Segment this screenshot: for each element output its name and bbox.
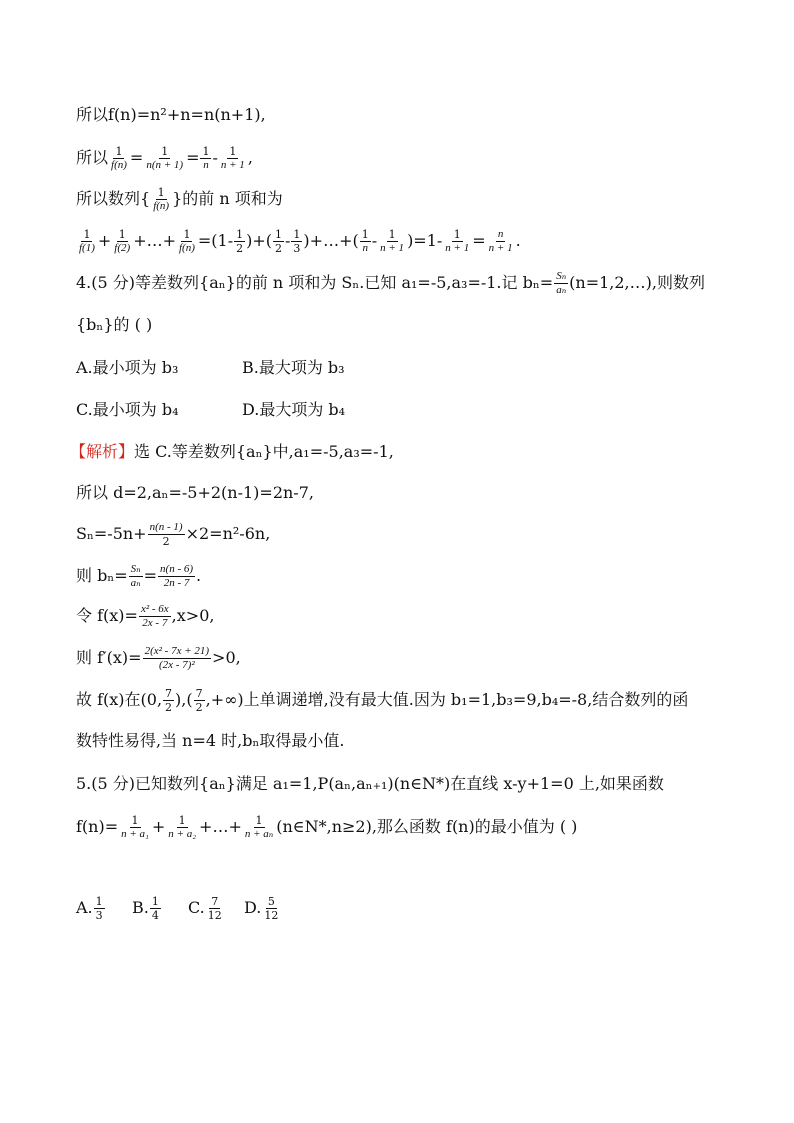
frac-1-over-fn-b: $\frac{1}{f(n)}$: [153, 186, 170, 212]
q4-solution-line-7: 故 f(x)在(0, $\frac{7}{2}$ ),( $\frac{7}{2}$ ,+∞)上单调递增,没有最大值.因为 b₁=1,b₃=9,b₄=-8,结合数列的函: [76, 687, 689, 714]
q4-solution-line-2: [76, 481, 314, 505]
q4-solution-8: 数特性易得,当 n=4 时,bₙ取得最小值.: [76, 731, 345, 750]
prev-line-3-prefix: 所以数列{: [76, 189, 151, 208]
q4-choice-b[interactable]: B.最大项为 b₃: [242, 358, 345, 377]
q4-stem-line-2: [76, 313, 152, 337]
q4-stem-line-1: [76, 270, 705, 297]
jiexi-label: 【解析】: [70, 442, 135, 461]
frac-fprime: $\frac{\text{2(x² - 7x + 21)}}{\text{(2x - 7)²}}$: [144, 645, 210, 671]
frac-bn: $\frac{n(n - 6)}{2n - 7}$: [160, 563, 194, 589]
q5-stem-line-1: [76, 772, 664, 796]
q4-solution-line-1: [70, 440, 394, 464]
q5-choice-d[interactable]: D. $\frac{5}{12}$: [244, 895, 279, 922]
sum-1-over-n1: $\frac{1}{n + 1}$: [380, 228, 405, 254]
frac-1-over-n: $\frac{1}{n}$: [202, 145, 210, 171]
q4-choice-a[interactable]: A.最小项为 b₃: [76, 358, 179, 377]
sum-half-b: $\frac{1}{2}$: [275, 228, 283, 255]
q4-solution-line-3: [76, 521, 270, 548]
q4-s6-post: >0,: [212, 648, 241, 667]
q4-s5-post: ,x>0,: [171, 606, 215, 625]
q4-solution-line-4: 则 bₙ= $\frac{\text{Sₙ}}{\text{aₙ}}$ = $\frac{n(n - 6)}{2n - 7}$ .: [76, 563, 202, 589]
q5-stem-2-pre: f(n)=: [76, 817, 119, 836]
q4-solution-line-6: [76, 645, 241, 672]
frac-1-over-nn1: $\frac{1}{n(n + 1)}$: [146, 145, 184, 171]
sum-third: $\frac{1}{3}$: [293, 228, 301, 255]
q4-choices-row-2: [76, 398, 345, 422]
frac-1-over-n1: $\frac{1}{n + 1}$: [220, 145, 245, 171]
q4-choice-c[interactable]: C.最小项为 b₄: [76, 400, 179, 419]
q4-s7-pre: 故 f(x)在(0,: [76, 690, 163, 709]
prev-sum-line: $\frac{1}{f(1)}$ + $\frac{1}{f(2)}$ +…+ $\frac{1}{f(n)}$ =(1- $\frac{1}{2}$ )+( $\frac{1}{2}$ - $\frac{1}{3}$ )+…+( $\frac{1}{n}$ - $\frac{1}{n + 1}$ )=1- $\frac{1}{n + 1}$ = $\frac{n}{n + 1}$ .: [79, 228, 521, 255]
q4-stem-1-post: (n=1,2,…),则数列: [569, 273, 705, 292]
sum-term-2: $\frac{1}{f(2)}$: [114, 228, 131, 254]
sum-mid: =(1-: [197, 231, 234, 250]
q4-solution-2: 所以 d=2,aₙ=-5+2(n-1)=2n-7,: [76, 483, 314, 502]
q4-s6-pre: 则 f′(x)=: [76, 648, 142, 667]
prev-line-3: [76, 186, 283, 213]
sum-1-over-n: $\frac{1}{n}$: [361, 228, 369, 254]
q5-choice-b[interactable]: B. $\frac{1}{4}$: [132, 895, 159, 922]
sum-final-1: $\frac{1}{n + 1}$: [445, 228, 470, 254]
frac-Sn-over-an: $\frac{\text{Sₙ}}{\text{aₙ}}$: [556, 270, 567, 296]
prev-line-3-suffix: }的前 n 项和为: [172, 189, 283, 208]
frac-Sn-over-an-b: $\frac{\text{Sₙ}}{\text{aₙ}}$: [130, 563, 141, 589]
q4-solution-line-5: [76, 603, 214, 630]
q4-s7-post: 上单调递增,没有最大值.因为 b₁=1,b₃=9,b₄=-8,结合数列的函: [243, 690, 689, 709]
q4-stem-1: 4.(5 分)等差数列{aₙ}的前 n 项和为 Sₙ.已知 a₁=-5,a₃=-1.记 bₙ=: [76, 273, 554, 292]
prev-line-1: [76, 103, 266, 127]
frac-fx: $\frac{\text{x² - 6x}}{2x - 7}$: [140, 603, 169, 629]
q5-stem-2-post: (n∈N*,n≥2),那么函数 f(n)的最小值为 ( ): [276, 817, 578, 836]
q4-choice-d[interactable]: D.最大项为 b₄: [242, 400, 346, 419]
q5-choices-row: [76, 895, 281, 922]
sum-term-1: $\frac{1}{f(1)}$: [79, 228, 95, 254]
frac-q5-t1: $\frac{1}{\text{n + a₁}}$: [121, 814, 149, 840]
q4-stem-2: {bₙ}的 ( ): [76, 315, 153, 334]
q4-s4-pre: 则 bₙ=: [76, 566, 128, 585]
frac-nn1-over-2: $\frac{n(n - 1)}{2}$: [149, 521, 183, 548]
q5-stem-1: 5.(5 分)已知数列{aₙ}满足 a₁=1,P(aₙ,aₙ₊₁)(n∈N*)在直线 x-y+1=0 上,如果函数: [76, 774, 664, 793]
frac-7-over-2-b: $\frac{7}{2}$: [195, 687, 203, 714]
q5-choice-c[interactable]: C. $\frac{7}{12}$: [188, 895, 222, 922]
frac-1-over-fn: $\frac{1}{f(n)}$: [111, 145, 127, 171]
frac-q5-tn: $\frac{1}{\text{n + aₙ}}$: [244, 814, 274, 840]
q4-s3-post: ×2=n²-6n,: [185, 524, 271, 543]
prev-line-2: 所以 $\frac{1}{f(n)}$ = $\frac{1}{n(n + 1)}$ = $\frac{1}{n}$ - $\frac{1}{n + 1}$ ,: [76, 145, 253, 171]
q4-s3-pre: Sₙ=-5n+: [76, 524, 147, 543]
sum-end: )=1-: [407, 231, 443, 250]
q5-choice-a[interactable]: A. $\frac{1}{3}$: [76, 895, 103, 922]
sum-final-n: $\frac{n}{n + 1}$: [488, 228, 513, 254]
sum-term-n: $\frac{1}{f(n)}$: [179, 228, 195, 254]
frac-q5-t2: $\frac{1}{\text{n + a₂}}$: [168, 814, 197, 840]
q4-choices-row-1: [76, 356, 345, 380]
q4-s5-pre: 令 f(x)=: [76, 606, 138, 625]
prev-line-1-text: 所以f(n)=n²+n=n(n+1),: [76, 105, 266, 124]
q4-solution-line-8: [76, 729, 345, 753]
sum-half: $\frac{1}{2}$: [236, 228, 244, 255]
q4-solution-1: 选 C.等差数列{aₙ}中,a₁=-5,a₃=-1,: [134, 442, 394, 461]
prev-line-2-prefix: 所以: [76, 148, 109, 167]
q5-stem-line-2: f(n)= $\frac{1}{\text{n + a₁}}$ + $\frac{1}{\text{n + a₂}}$ +…+ $\frac{1}{\text{n + aₙ}}$ (n∈N*,n≥2),那么函数 f(n)的最小值为 ( ): [76, 814, 578, 840]
frac-7-over-2: $\frac{7}{2}$: [165, 687, 173, 714]
